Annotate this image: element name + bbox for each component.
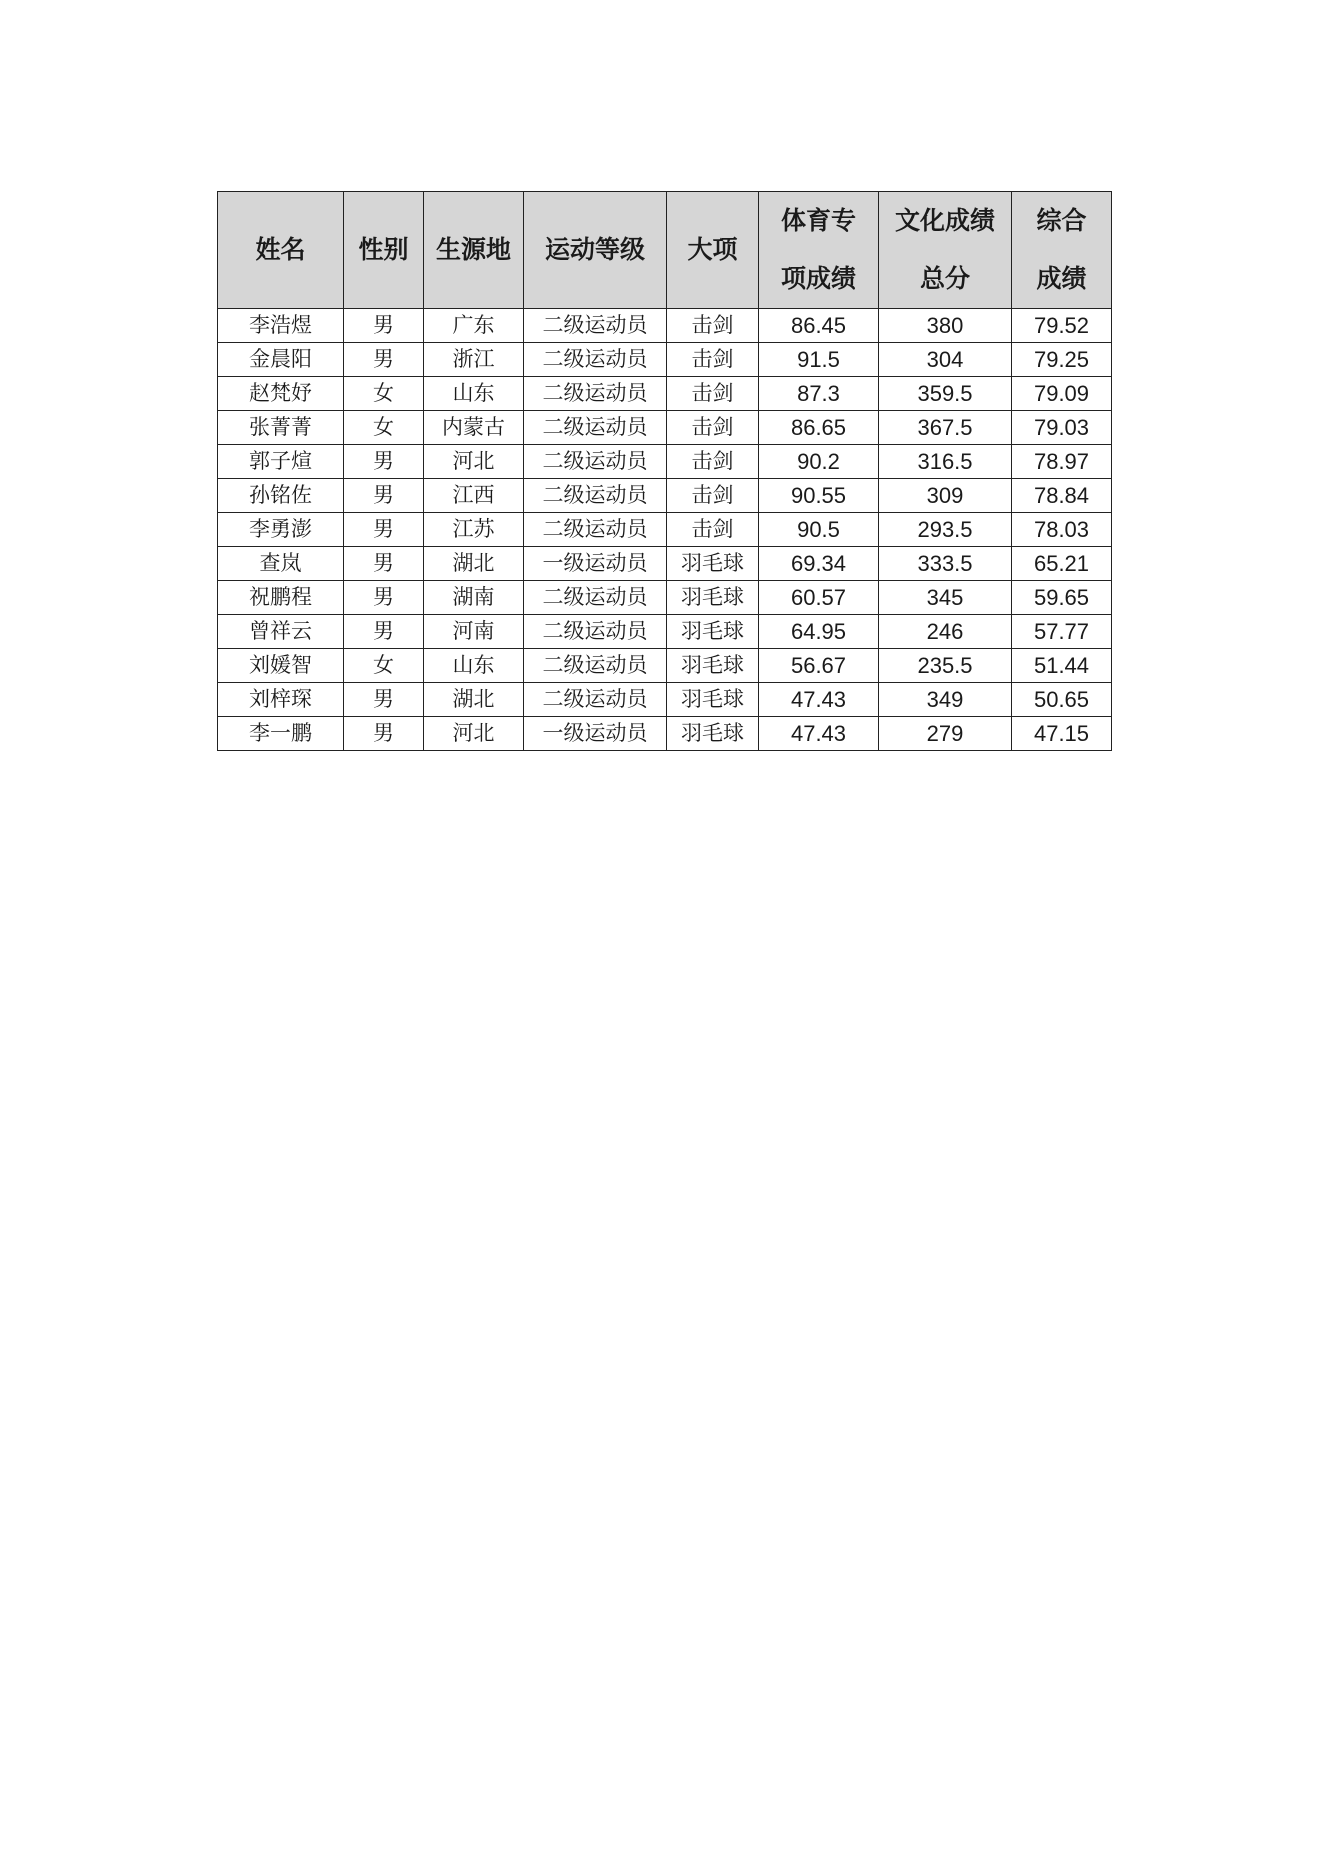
cell-culture-score: 235.5 [879,649,1012,683]
cell-athlete-level: 二级运动员 [524,377,667,411]
table-row [218,343,1112,377]
cell-total-score: 57.77 [1012,615,1112,649]
cell-sport-score: 86.65 [759,411,879,445]
cell-total-score: 79.03 [1012,411,1112,445]
cell-total-score: 79.25 [1012,343,1112,377]
cell-culture-score: 246 [879,615,1012,649]
cell-gender: 男 [344,615,424,649]
cell-culture-score: 359.5 [879,377,1012,411]
cell-sport: 羽毛球 [667,683,759,717]
cell-athlete-level: 二级运动员 [524,343,667,377]
cell-gender: 男 [344,683,424,717]
cell-athlete-level: 一级运动员 [524,547,667,581]
cell-gender: 男 [344,479,424,513]
cell-total-score: 79.52 [1012,309,1112,343]
cell-origin: 湖北 [424,547,524,581]
cell-athlete-level: 一级运动员 [524,717,667,751]
cell-athlete-level: 二级运动员 [524,683,667,717]
cell-athlete-level: 二级运动员 [524,309,667,343]
header-total-score: 综合 成绩 [1012,192,1112,309]
cell-sport: 击剑 [667,513,759,547]
cell-culture-score: 316.5 [879,445,1012,479]
cell-sport-score: 86.45 [759,309,879,343]
cell-origin: 山东 [424,377,524,411]
table-row [218,547,1112,581]
table-row [218,445,1112,479]
cell-origin: 湖南 [424,581,524,615]
header-name: 姓名 [218,192,344,309]
header-gender: 性别 [344,192,424,309]
cell-gender: 男 [344,581,424,615]
cell-gender: 男 [344,309,424,343]
cell-athlete-level: 二级运动员 [524,649,667,683]
cell-origin: 江西 [424,479,524,513]
cell-total-score: 50.65 [1012,683,1112,717]
cell-sport-score: 64.95 [759,615,879,649]
cell-name: 孙铭佐 [218,479,344,513]
cell-culture-score: 349 [879,683,1012,717]
cell-sport-score: 87.3 [759,377,879,411]
cell-gender: 男 [344,343,424,377]
cell-origin: 湖北 [424,683,524,717]
cell-total-score: 78.97 [1012,445,1112,479]
cell-sport: 击剑 [667,343,759,377]
cell-origin: 河北 [424,445,524,479]
cell-name: 曾祥云 [218,615,344,649]
cell-culture-score: 345 [879,581,1012,615]
table-row [218,615,1112,649]
cell-culture-score: 304 [879,343,1012,377]
cell-origin: 河北 [424,717,524,751]
header-sport-score: 体育专 项成绩 [759,192,879,309]
header-sport: 大项 [667,192,759,309]
cell-name: 金晨阳 [218,343,344,377]
cell-culture-score: 380 [879,309,1012,343]
table-row [218,717,1112,751]
table-body [218,309,1112,751]
cell-name: 李浩煜 [218,309,344,343]
cell-name: 祝鹏程 [218,581,344,615]
table-row [218,479,1112,513]
cell-name: 李勇澎 [218,513,344,547]
cell-sport-score: 56.67 [759,649,879,683]
header-origin: 生源地 [424,192,524,309]
cell-gender: 女 [344,411,424,445]
cell-sport-score: 47.43 [759,683,879,717]
cell-total-score: 59.65 [1012,581,1112,615]
table-row [218,649,1112,683]
cell-origin: 广东 [424,309,524,343]
cell-culture-score: 309 [879,479,1012,513]
cell-name: 刘媛智 [218,649,344,683]
cell-origin: 浙江 [424,343,524,377]
header-athlete-level: 运动等级 [524,192,667,309]
cell-sport-score: 90.55 [759,479,879,513]
cell-sport: 击剑 [667,377,759,411]
cell-origin: 内蒙古 [424,411,524,445]
cell-origin: 江苏 [424,513,524,547]
cell-name: 郭子煊 [218,445,344,479]
cell-culture-score: 293.5 [879,513,1012,547]
cell-name: 刘梓琛 [218,683,344,717]
table-row [218,377,1112,411]
cell-culture-score: 367.5 [879,411,1012,445]
table-row [218,581,1112,615]
cell-sport: 羽毛球 [667,615,759,649]
cell-sport-score: 69.34 [759,547,879,581]
cell-sport: 羽毛球 [667,547,759,581]
cell-total-score: 47.15 [1012,717,1112,751]
cell-total-score: 78.03 [1012,513,1112,547]
cell-athlete-level: 二级运动员 [524,411,667,445]
header-culture-score: 文化成绩 总分 [879,192,1012,309]
cell-origin: 山东 [424,649,524,683]
cell-gender: 男 [344,513,424,547]
cell-sport: 羽毛球 [667,649,759,683]
cell-sport: 击剑 [667,479,759,513]
cell-name: 李一鹏 [218,717,344,751]
table-row [218,411,1112,445]
cell-total-score: 65.21 [1012,547,1112,581]
cell-sport: 击剑 [667,309,759,343]
cell-sport: 羽毛球 [667,581,759,615]
table-row [218,309,1112,343]
cell-sport-score: 47.43 [759,717,879,751]
cell-gender: 男 [344,445,424,479]
cell-athlete-level: 二级运动员 [524,581,667,615]
cell-culture-score: 279 [879,717,1012,751]
score-table [217,191,1112,751]
cell-gender: 女 [344,649,424,683]
cell-name: 张菁菁 [218,411,344,445]
cell-total-score: 78.84 [1012,479,1112,513]
cell-total-score: 79.09 [1012,377,1112,411]
cell-sport: 击剑 [667,445,759,479]
cell-gender: 男 [344,717,424,751]
cell-athlete-level: 二级运动员 [524,479,667,513]
cell-culture-score: 333.5 [879,547,1012,581]
cell-sport: 击剑 [667,411,759,445]
cell-origin: 河南 [424,615,524,649]
cell-total-score: 51.44 [1012,649,1112,683]
table-header [218,192,1112,309]
table-row [218,513,1112,547]
cell-gender: 女 [344,377,424,411]
cell-name: 赵梵妤 [218,377,344,411]
cell-sport-score: 90.2 [759,445,879,479]
cell-sport-score: 60.57 [759,581,879,615]
cell-name: 查岚 [218,547,344,581]
cell-athlete-level: 二级运动员 [524,513,667,547]
cell-gender: 男 [344,547,424,581]
table-row [218,683,1112,717]
header-row [218,192,1112,309]
cell-sport-score: 90.5 [759,513,879,547]
cell-sport: 羽毛球 [667,717,759,751]
cell-sport-score: 91.5 [759,343,879,377]
cell-athlete-level: 二级运动员 [524,615,667,649]
cell-athlete-level: 二级运动员 [524,445,667,479]
